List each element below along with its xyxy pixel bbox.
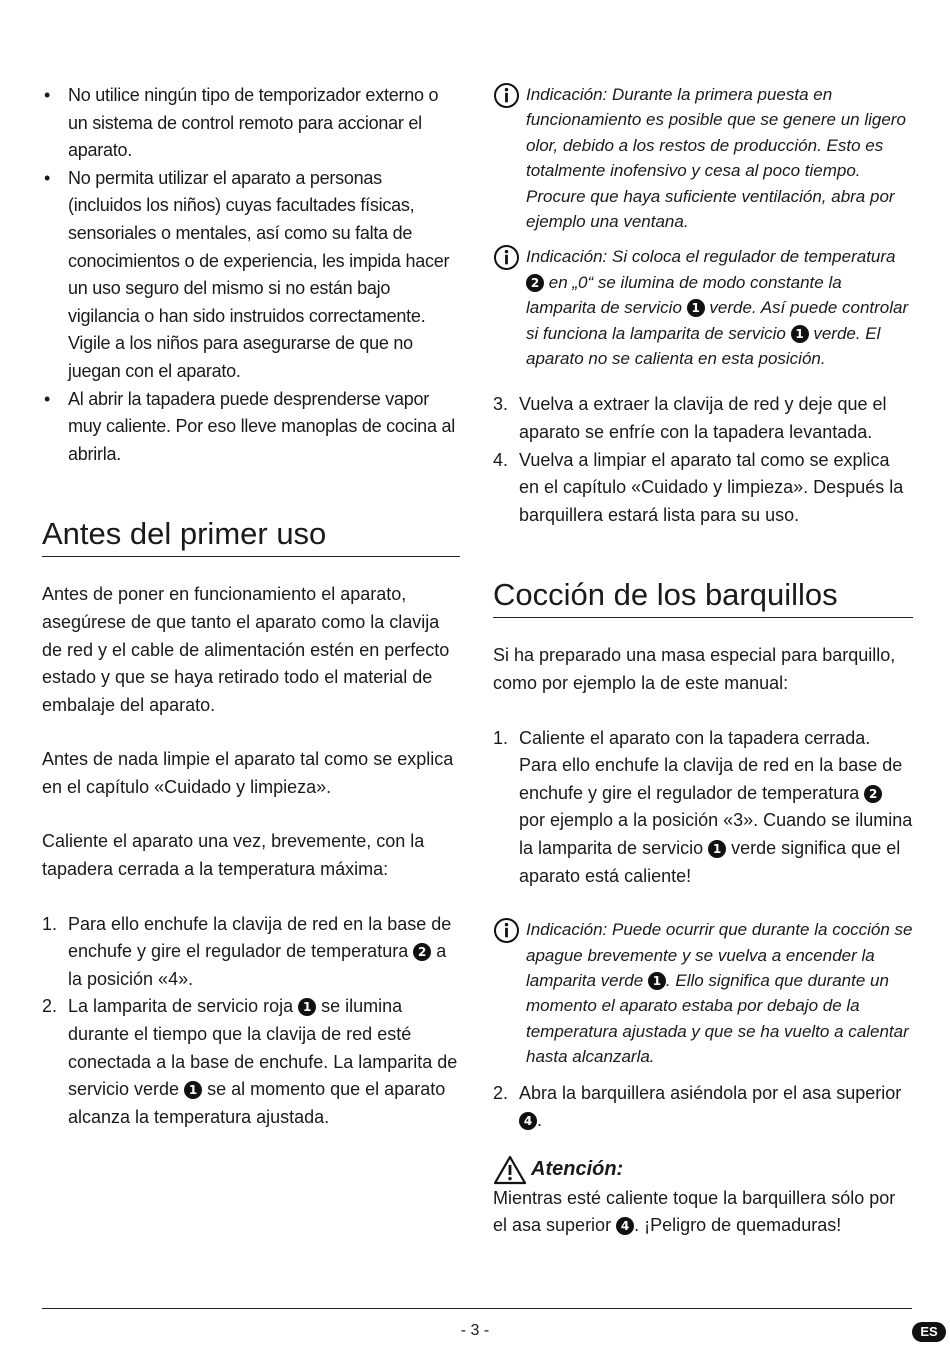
part-number-badge: 2 [864, 785, 882, 803]
paragraph: Antes de poner en funcionamiento el aparato, asegúrese de que tanto el aparato como la clavija de red y el cable de alimentación estén en perfecto estado y que se haya retirado todo el material de embalaje del aparato. [42, 584, 450, 715]
step-item [42, 993, 460, 1131]
first-use-steps [42, 911, 460, 1132]
left-column [42, 82, 460, 1131]
note-text: . Ello significa que durante un momento el aparato estaba por debajo de la temperatura ajustada y que se ha vuelto a calentar hasta alcanzarla. [526, 971, 909, 1067]
part-number-badge: 2 [413, 943, 431, 961]
warning-triangle-icon [493, 1155, 527, 1185]
bullet-item: • No utilice ningún tipo de temporizador externo o un sistema de control remoto para accionar el aparato. [42, 82, 460, 165]
step-number: 2. [42, 996, 58, 1017]
step-item [493, 447, 913, 530]
note-text: verde. El aparato no se calienta en esta posición. [526, 323, 881, 369]
step-text: Abra la barquillera asiéndola por el asa superior [519, 1082, 902, 1103]
paragraph: Antes de nada limpie el aparato tal como se explica en el capítulo «Cuidado y limpieza». [42, 749, 454, 797]
note-text: en „0“ se ilumina de modo constante la lamparita de servicio [526, 272, 842, 318]
step-text: se ilumina durante el tiempo que la clavija de red esté conectada a la base de enchufe. La lamparita de servicio verde [68, 996, 458, 1100]
part-number-badge: 1 [648, 972, 666, 990]
step-number: 4. [493, 449, 509, 470]
step-text: . [537, 1110, 543, 1131]
step-item [493, 391, 913, 446]
warning-title: Atención: [531, 1158, 624, 1181]
paragraph: Si ha preparado una masa especial para barquillo, como por ejemplo la de este manual: [493, 645, 896, 694]
info-icon [493, 82, 520, 109]
step-text: por ejemplo a la posición «3». Cuando se ilumina la lamparita de servicio [519, 810, 913, 858]
step-number: 2. [493, 1082, 509, 1103]
note-text: verde. Así puede controlar si funciona la lamparita de servicio [526, 298, 909, 343]
language-badge: ES [912, 1322, 946, 1342]
step-text: verde significa que el aparato está caliente! [519, 838, 901, 886]
step-text: a la posición «4». [68, 941, 447, 989]
right-column [493, 82, 913, 1240]
step-text: Para ello enchufe la clavija de red en la base de enchufe y gire el regulador de temperatura [68, 913, 452, 962]
section-heading-first-use: Antes del primer uso [42, 515, 460, 557]
part-number-badge: 1 [687, 299, 705, 317]
warning-text [493, 1185, 913, 1240]
bullet-item: • No permita utilizar el aparato a personas (incluidos los niños) cuyas facultades físicas, sensoriales o mentales, así como su falta de conocimientos o de experiencia, les impida hacer un uso seguro del mismo si no están bajo vigilancia o han sido instruidos correctamente. Vigile a los niños para asegurarse de que no juegan con el aparato. [42, 165, 460, 386]
part-number-badge: 4 [519, 1112, 537, 1130]
part-number-badge: 1 [184, 1081, 202, 1099]
footer-divider [42, 1308, 912, 1309]
step-item [42, 911, 460, 994]
step-text: se al momento que el aparato alcanza la temperatura ajustada. [68, 1079, 446, 1127]
info-note [493, 82, 913, 234]
step-number: 1. [42, 913, 58, 934]
part-number-badge: 1 [708, 840, 726, 858]
note-text: Indicación: Si coloca el regulador de temperatura [526, 247, 896, 267]
step-item [493, 1080, 913, 1135]
paragraph: Caliente el aparato una vez, brevemente, con la tapadera cerrada a la temperatura máxima: [42, 831, 425, 880]
part-number-badge: 4 [616, 1217, 634, 1235]
step-number: 1. [493, 727, 509, 748]
step-text: Vuelva a limpiar el aparato tal como se explica en el capítulo «Cuidado y limpieza». Después la barquillera estará lista para su uso. [519, 449, 904, 525]
safety-bullet-list [42, 82, 460, 468]
warning-text-part: Mientras esté caliente toque la barquillera sólo por el asa superior [493, 1187, 896, 1236]
first-use-steps-continued [493, 391, 913, 529]
cooking-steps-continued [493, 1080, 913, 1135]
page-number: - 3 - [460, 1322, 490, 1339]
warning-heading [493, 1155, 913, 1185]
warning-text-part: . ¡Peligro de quemaduras! [634, 1215, 842, 1236]
step-text: La lamparita de servicio roja [68, 996, 294, 1017]
info-icon [493, 244, 520, 271]
part-number-badge: 2 [526, 274, 544, 292]
note-text: Indicación: Durante la primera puesta en funcionamiento es posible que se genere un ligero olor, debido a los restos de producción. Esto es totalmente inofensivo y cesa al poco tiempo. Procure que haya suficiente ventilación, abra por ejemplo una ventana. [526, 85, 906, 232]
section-heading-cooking: Cocción de los barquillos [493, 576, 913, 618]
step-text: Vuelva a extraer la clavija de red y deje que el aparato se enfríe con la tapadera levantada. [519, 394, 887, 443]
bullet-item: • Al abrir la tapadera puede desprenderse vapor muy caliente. Por eso lleve manoplas de cocina al abrirla. [42, 386, 460, 469]
step-item [493, 725, 913, 891]
step-text: Caliente el aparato con la tapadera cerrada. Para ello enchufe la clavija de red en la base de enchufe y gire el regulador de temperatura [519, 727, 903, 803]
cooking-steps [493, 725, 913, 891]
info-note [493, 917, 913, 1069]
info-note [493, 244, 913, 371]
note-text: Indicación: Puede ocurrir que durante la cocción se apague brevemente y se vuelva a encender la lamparita verde [526, 920, 913, 990]
part-number-badge: 1 [791, 325, 809, 343]
part-number-badge: 1 [298, 998, 316, 1016]
step-number: 3. [493, 394, 509, 415]
info-icon [493, 917, 520, 944]
